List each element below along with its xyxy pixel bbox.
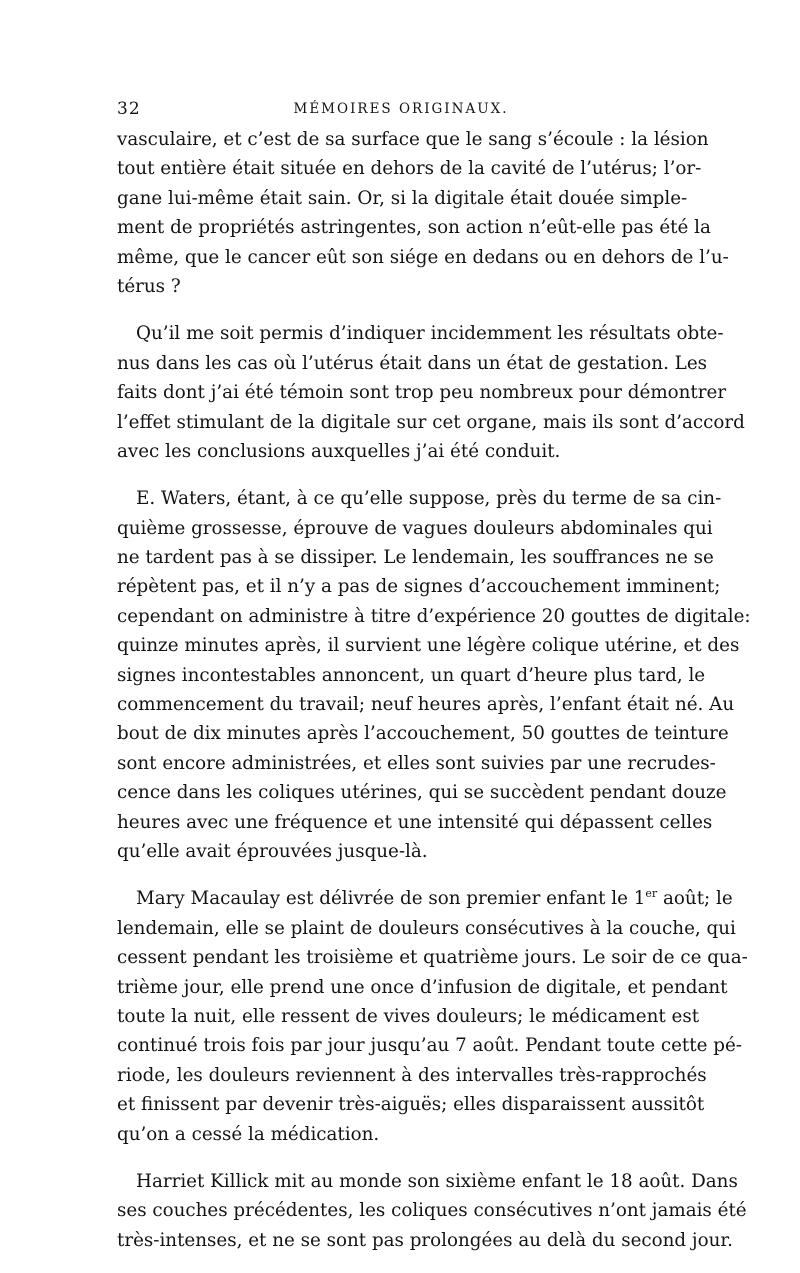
text-line: E. Waters, étant, à ce qu’elle suppose, près du terme de sa cin-	[136, 488, 722, 510]
text-line: et finissent par devenir très-aiguës; elles disparaissent aussitôt	[117, 1094, 705, 1116]
text-line: cessent pendant les troisième et quatrième jours. Le soir de ce qua-	[117, 947, 748, 969]
text-line: trième jour, elle prend une once d’infusion de digitale, et pendant	[117, 976, 728, 998]
text-line: quième grossesse, éprouve de vagues douleurs abdominales qui	[117, 517, 713, 539]
text-line	[117, 884, 733, 913]
text-line: tout entière était située en dehors de la cavité de l’utérus; l’or-	[117, 158, 702, 180]
text-line: qu’on a cessé la médication.	[117, 1123, 380, 1145]
ordinal-superscript: er	[645, 887, 658, 901]
paragraph-case-waters	[117, 484, 751, 866]
text-line: continué trois fois par jour jusqu’au 7 août. Pendant toute cette pé-	[117, 1035, 742, 1057]
text-line: cependant on administre à titre d’expérience 20 gouttes de digitale:	[117, 605, 751, 627]
text-line: vasculaire, et c’est de sa surface que le sang s’écoule : la lésion	[117, 129, 709, 150]
paragraph-case-macaulay	[117, 884, 748, 1149]
text-line: sont encore administrées, et elles sont suivies par une recrudes-	[117, 752, 716, 774]
text-line: cence dans les coliques utérines, qui se succèdent pendant douze	[117, 782, 727, 804]
text-line: très-intenses, et ne se sont pas prolongées au delà du second jour.	[117, 1229, 733, 1251]
text-line: signes incontestables annoncent, un quart d’heure plus tard, le	[117, 664, 706, 686]
text-line: ses couches précédentes, les coliques consécutives n’ont jamais été	[117, 1200, 747, 1222]
text-line: heures avec une fréquence et une intensité qui dépassent celles	[117, 811, 713, 833]
text-line: qu’elle avait éprouvées jusque-là.	[117, 840, 428, 862]
text-line: gane lui-même était sain. Or, si la digitale était douée simple-	[117, 187, 688, 209]
paragraph-continuation	[117, 125, 729, 301]
text-fragment: août; le	[657, 888, 733, 910]
text-fragment: Mary Macaulay est délivrée de son premier enfant le 1	[136, 888, 646, 910]
text-line: nus dans les cas où l’utérus était dans un état de gestation. Les	[117, 352, 708, 374]
text-line: commencement du travail; neuf heures après, l’enfant était né. Au	[117, 694, 735, 716]
running-title: MÉMOIRES ORIGINAUX.	[293, 101, 509, 117]
paragraph-gestation-intro	[117, 319, 745, 466]
text-line: faits dont j’ai été témoin sont trop peu nombreux pour démontrer	[117, 382, 727, 404]
text-line: ne tardent pas à se dissiper. Le lendemain, les souffrances ne se	[117, 547, 714, 569]
text-line: lendemain, elle se plaint de douleurs consécutives à la couche, qui	[117, 917, 736, 939]
page-header	[117, 99, 685, 123]
body-text	[117, 125, 751, 1273]
text-line: même, que le cancer eût son siége en dedans ou en dehors de l’u-	[117, 246, 729, 268]
text-line: Qu’il me soit permis d’indiquer incidemment les résultats obte-	[136, 323, 724, 345]
text-line: répètent pas, et il n’y a pas de signes d’accouchement imminent;	[117, 576, 721, 598]
text-line: riode, les douleurs reviennent à des intervalles très-rapprochés	[117, 1064, 707, 1086]
text-line: l’effet stimulant de la digitale sur cet organe, mais ils sont d’accord	[117, 411, 745, 433]
text-line: Harriet Killick mit au monde son sixième enfant le 18 août. Dans	[136, 1170, 738, 1192]
page-number: 32	[117, 99, 141, 119]
paragraph-case-killick	[117, 1167, 747, 1255]
text-line: bout de dix minutes après l’accouchement, 50 gouttes de teinture	[117, 723, 729, 745]
text-line: avec les conclusions auxquelles j’ai été conduit.	[117, 440, 561, 462]
text-line: térus ?	[117, 275, 181, 297]
text-line: toute la nuit, elle ressent de vives douleurs; le médicament est	[117, 1005, 700, 1027]
text-line: quinze minutes après, il survient une légère colique utérine, et des	[117, 635, 740, 657]
text-line: ment de propriétés astringentes, son action n’eût-elle pas été la	[117, 217, 711, 239]
